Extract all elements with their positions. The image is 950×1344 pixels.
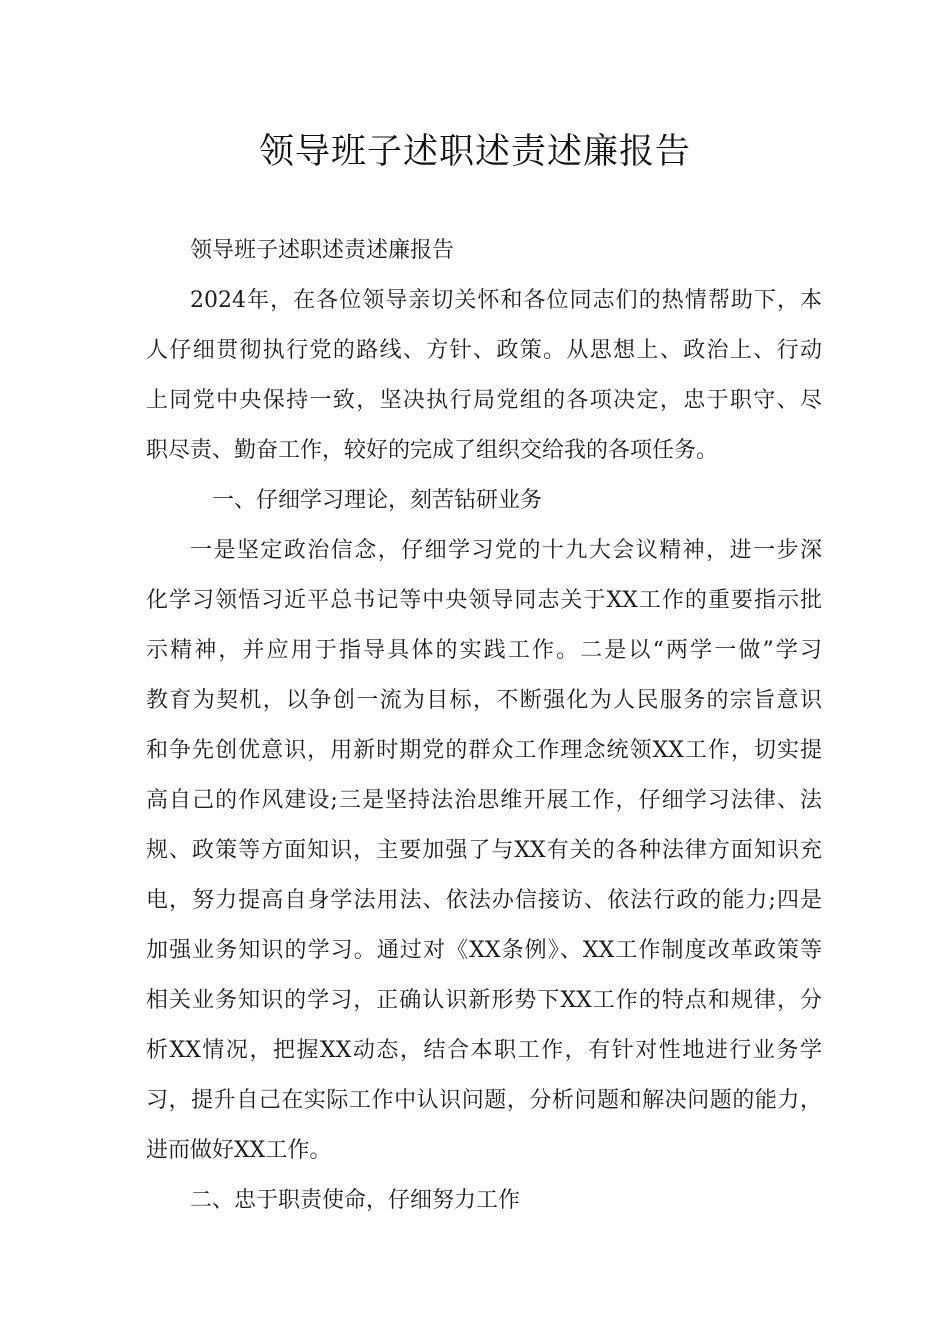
paragraph-line: 化学习领悟习近平总书记等中央领导同志关于XX工作的重要指示批 xyxy=(146,588,822,613)
section-heading: 二、忠于职责使命，仔细努力工作 xyxy=(190,1188,521,1213)
paragraph-line: 习，提升自己在实际工作中认识问题，分析问题和解决问题的能力， xyxy=(146,1088,822,1113)
paragraph-line: 相关业务知识的学习，正确认识新形势下XX工作的特点和规律，分 xyxy=(146,988,822,1013)
paragraph-line: 析XX情况，把握XX动态，结合本职工作，有针对性地进行业务学 xyxy=(146,1038,822,1063)
paragraph-line: 和争先创优意识，用新时期党的群众工作理念统领XX工作，切实提 xyxy=(146,738,822,763)
paragraph-line: 示精神，并应用于指导具体的实践工作。二是以“两学一做”学习 xyxy=(146,638,822,663)
paragraph-line: 规、政策等方面知识，主要加强了与XX有关的各种法律方面知识充 xyxy=(146,838,822,863)
paragraph-line: 电，努力提高自身学法用法、依法办信接访、依法行政的能力;四是 xyxy=(146,888,822,913)
document-subtitle: 领导班子述职述责述廉报告 xyxy=(190,238,455,263)
paragraph-line: 高自己的作风建设;三是坚持法治思维开展工作，仔细学习法律、法 xyxy=(146,788,822,813)
paragraph-line: 教育为契机，以争创一流为目标，不断强化为人民服务的宗旨意识 xyxy=(146,688,822,713)
paragraph-line: 人仔细贯彻执行党的路线、方针、政策。从思想上、政治上、行动 xyxy=(146,338,822,363)
paragraph-line: 2024年，在各位领导亲切关怀和各位同志们的热情帮助下，本 xyxy=(190,288,822,313)
paragraph-line: 上同党中央保持一致，坚决执行局党组的各项决定，忠于职守、尽 xyxy=(146,388,822,413)
paragraph-line: 一是坚定政治信念，仔细学习党的十九大会议精神，进一步深 xyxy=(190,538,822,563)
document-title: 领导班子述职述责述廉报告 xyxy=(258,132,691,172)
paragraph-line: 加强业务知识的学习。通过对《XX条例》、XX工作制度改革政策等 xyxy=(146,938,822,963)
section-heading: 一、仔细学习理论，刻苦钻研业务 xyxy=(212,488,543,513)
paragraph-line: 职尽责、勤奋工作，较好的完成了组织交给我的各项任务。 xyxy=(146,438,719,463)
document-body xyxy=(146,226,822,1226)
paragraph-line: 进而做好XX工作。 xyxy=(146,1138,332,1163)
